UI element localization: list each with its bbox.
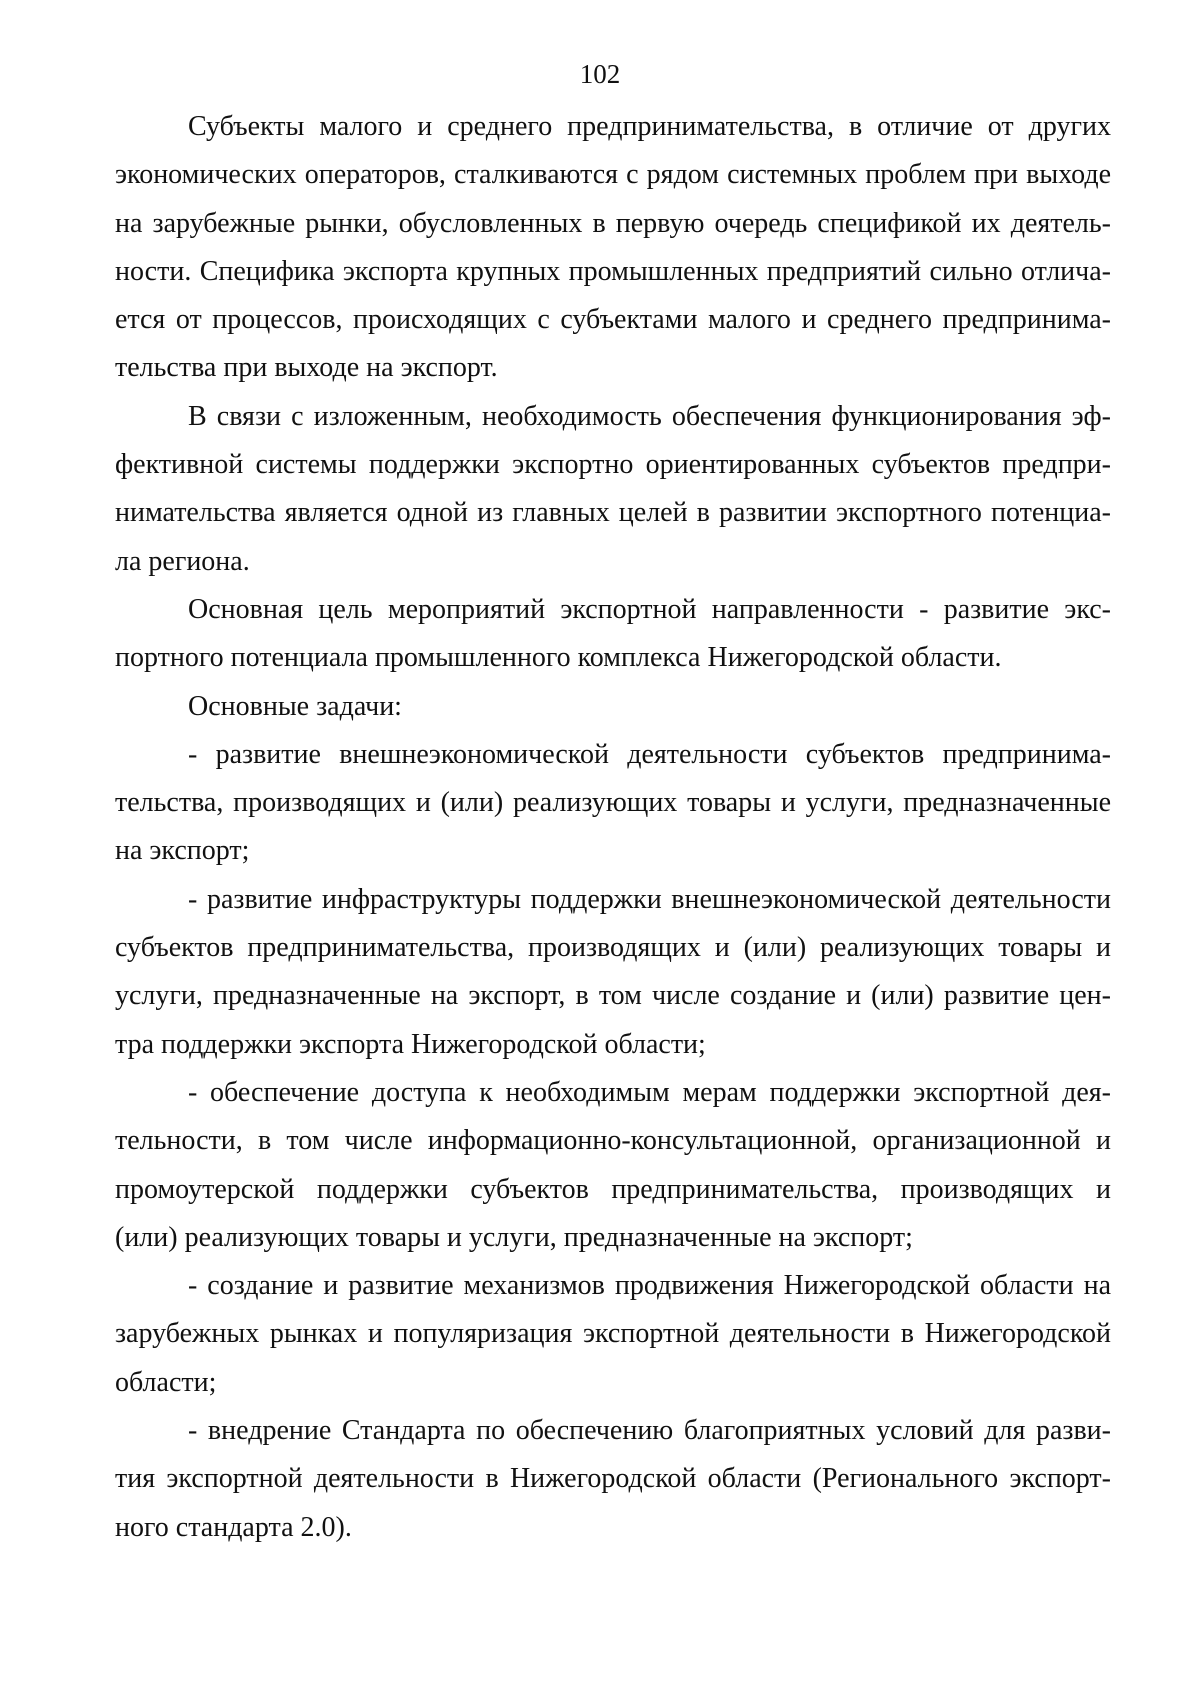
text-line: зарубежных рынках и популяризация экспортной деятельности в Нижегородской [115, 1318, 1111, 1350]
text-line: тра поддержки экспорта Нижегородской области; [115, 1028, 706, 1060]
text-line: экономических операторов, сталкиваются с рядом системных проблем при выходе [115, 159, 1111, 191]
text-line: портного потенциала промышленного комплекса Нижегородской области. [115, 642, 1002, 674]
text-line: ности. Специфика экспорта крупных промышленных предприятий сильно отлича- [115, 255, 1111, 287]
text-line: - создание и развитие механизмов продвижения Нижегородской области на [188, 1270, 1111, 1302]
text-line: - развитие инфраструктуры поддержки внешнеэкономической деятельности [188, 883, 1111, 915]
text-line: субъектов предпринимательства, производящих и (или) реализующих товары и [115, 932, 1111, 964]
page-number: 102 [579, 59, 621, 89]
text-line: Субъекты малого и среднего предпринимательства, в отличие от других [188, 111, 1111, 142]
text-line: ного стандарта 2.0). [115, 1511, 352, 1543]
text-line: - внедрение Стандарта по обеспечению благоприятных условий для разви- [188, 1415, 1111, 1447]
text-line: на зарубежные рынки, обусловленных в первую очередь спецификой их деятель- [115, 207, 1111, 239]
text-line: услуги, предназначенные на экспорт, в том числе создание и (или) развитие цен- [115, 980, 1111, 1012]
text-line: Основные задачи: [188, 690, 402, 722]
text-line: нимательства является одной из главных целей в развитии экспортного потенциа- [115, 497, 1111, 529]
body-text [115, 103, 1111, 1552]
text-line: Основная цель мероприятий экспортной направленности - развитие экс- [188, 593, 1111, 625]
text-line: (или) реализующих товары и услуги, предназначенные на экспорт; [115, 1221, 913, 1253]
list-item-task [115, 1262, 1111, 1407]
list-item-task [115, 1069, 1111, 1262]
text-line: ется от процессов, происходящих с субъектами малого и среднего предпринима- [115, 304, 1111, 336]
text-line: фективной системы поддержки экспортно ориентированных субъектов предпри- [115, 449, 1111, 481]
text-line: промоутерской поддержки субъектов предпринимательства, производящих и [115, 1173, 1111, 1205]
text-line: тия экспортной деятельности в Нижегородской области (Регионального экспорт- [115, 1463, 1111, 1495]
text-line: В связи с изложенным, необходимость обеспечения функционирования эф- [188, 400, 1111, 432]
list-item-task [115, 731, 1111, 876]
text-line: на экспорт; [115, 835, 250, 867]
text-line: области; [115, 1366, 217, 1398]
list-item-task [115, 876, 1111, 1069]
text-line: тельности, в том числе информационно-консультационной, организационной и [115, 1125, 1111, 1157]
paragraph-tasks-heading [115, 683, 1111, 731]
text-line: - обеспечение доступа к необходимым мерам поддержки экспортной дея- [188, 1076, 1111, 1108]
list-item-task [115, 1407, 1111, 1552]
text-line: тельства, производящих и (или) реализующих товары и услуги, предназначенные [115, 787, 1111, 819]
paragraph-main-goal [115, 586, 1111, 683]
text-line: тельства при выходе на экспорт. [115, 352, 498, 384]
paragraph-support-system [115, 393, 1111, 586]
text-line: - развитие внешнеэкономической деятельности субъектов предпринима- [188, 738, 1111, 770]
paragraph-intro [115, 103, 1111, 393]
text-line: ла региона. [115, 545, 250, 577]
